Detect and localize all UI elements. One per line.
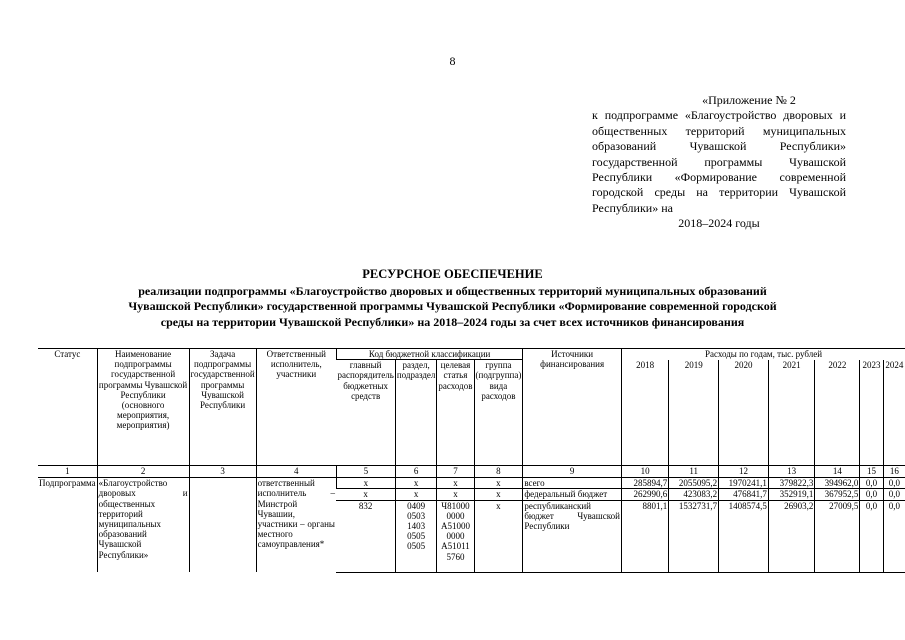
- row-name: «Благоустройство дворовых и общественных территорий муниципальных образований Чувашской Республики»: [97, 478, 189, 572]
- document-title: [40, 267, 865, 330]
- cell-source: федеральный бюджет: [523, 489, 622, 500]
- cell-value: 0,0: [883, 489, 905, 500]
- cell-grbs: x: [336, 489, 395, 500]
- header-name: Наименование подпрограммы государственной программы Чувашской Республики (основного мероприятия, мероприятия): [97, 349, 189, 466]
- resource-table: [38, 348, 905, 573]
- column-number-row: [38, 466, 905, 478]
- cell-value: 367952,5: [815, 489, 860, 500]
- header-year-2019: 2019: [669, 360, 719, 466]
- cell-value: 0,0: [860, 478, 883, 489]
- cell-value: 262990,6: [621, 489, 668, 500]
- page-number: 8: [449, 54, 456, 68]
- cell-grbs: 832: [336, 500, 395, 572]
- row-task: [189, 478, 256, 572]
- header-target: целевая статья расходов: [437, 360, 474, 466]
- cell-value: 352919,1: [768, 489, 815, 500]
- cell-group: x: [474, 489, 523, 500]
- cell-value: 0,0: [860, 500, 883, 572]
- cell-value: 423083,2: [669, 489, 719, 500]
- cell-target: x: [437, 478, 474, 489]
- cell-value: 2055095,2: [669, 478, 719, 489]
- cell-value: 1532731,7: [669, 500, 719, 572]
- row-status: Подпрограмма: [39, 478, 96, 489]
- cell-value: 394962,0: [815, 478, 860, 489]
- table-row: [38, 478, 905, 489]
- header-budget-code: Код бюджетной классификации: [336, 349, 522, 360]
- appendix-body: к подпрограмме «Благоустройство дворовых и общественных территорий муниципальных образований Чувашской Республики» государственной программы Чувашской Республики «Формирование современной городской среды на территории Чувашской Республики» на: [592, 108, 846, 215]
- header-expenses: Расходы по годам, тыс. рублей: [621, 349, 905, 360]
- cell-section: x: [395, 489, 437, 500]
- cell-value: 8801,1: [621, 500, 668, 572]
- col-number: 7: [437, 466, 474, 478]
- header-responsible: Ответственный исполнитель, участники: [256, 349, 336, 466]
- appendix-title: «Приложение № 2: [702, 93, 796, 107]
- cell-value: 1408574,5: [719, 500, 769, 572]
- cell-section: [395, 500, 437, 572]
- cell-grbs: x: [336, 478, 395, 489]
- header-task: Задача подпрограммы государственной программы Чувашской Республики: [189, 349, 256, 466]
- cell-section: x: [395, 478, 437, 489]
- cell-value: 0,0: [883, 500, 905, 572]
- cell-value: 285894,7: [621, 478, 668, 489]
- header-year-2021: 2021: [768, 360, 815, 466]
- cell-group: x: [474, 478, 523, 489]
- cell-group: x: [474, 500, 523, 572]
- col-number: 2: [97, 466, 189, 478]
- col-number: 3: [189, 466, 256, 478]
- header-year-2020: 2020: [719, 360, 769, 466]
- col-number: 10: [621, 466, 668, 478]
- header-year-2023: 2023: [860, 360, 883, 466]
- col-number: 6: [395, 466, 437, 478]
- cell-value: 26903,2: [768, 500, 815, 572]
- cell-value: 0,0: [860, 489, 883, 500]
- cell-value: 476841,7: [719, 489, 769, 500]
- cell-target: x: [437, 489, 474, 500]
- header-sources: Источники финансирования: [523, 349, 622, 466]
- title-line-2: Чувашской Республики» государственной программы Чувашской Республики «Формирование современной городской: [128, 299, 777, 313]
- appendix-years: 2018–2024 годы: [678, 216, 760, 231]
- header-year-2018: 2018: [621, 360, 668, 466]
- cell-value: 379822,3: [768, 478, 815, 489]
- header-status: Статус: [38, 349, 97, 466]
- cell-value: 0,0: [883, 478, 905, 489]
- col-number: 15: [860, 466, 883, 478]
- col-number: 1: [38, 466, 97, 478]
- col-number: 8: [474, 466, 523, 478]
- cell-target-text: Ч81000 0000 А51000 0000 А51011 5760: [440, 500, 470, 562]
- header-section: раздел, подраздел: [395, 360, 437, 466]
- col-number: 12: [719, 466, 769, 478]
- title-line-3: среды на территории Чувашской Республики» на 2018–2024 годы за счет всех источников финансирования: [160, 314, 745, 329]
- cell-source: республиканский бюджет Чувашской Республики: [523, 500, 622, 572]
- cell-target: [437, 500, 474, 572]
- col-number: 4: [256, 466, 336, 478]
- table-header-row: [38, 349, 905, 360]
- col-number: 14: [815, 466, 860, 478]
- title-main: РЕСУРСНОЕ ОБЕСПЕЧЕНИЕ: [362, 267, 543, 281]
- col-number: 11: [669, 466, 719, 478]
- cell-value: 1970241,1: [719, 478, 769, 489]
- cell-source: всего: [523, 478, 622, 489]
- header-year-2024: 2024: [883, 360, 905, 466]
- col-number: 13: [768, 466, 815, 478]
- col-number: 5: [336, 466, 395, 478]
- header-year-2022: 2022: [815, 360, 860, 466]
- header-group: группа (подгруппа) вида расходов: [474, 360, 523, 466]
- title-line-1: реализации подпрограммы «Благоустройство дворовых и общественных территорий муниципальных образований: [138, 283, 767, 298]
- col-number: 16: [883, 466, 905, 478]
- row-responsible: ответственный исполнитель – Минстрой Чувашии, участники – органы местного самоуправления*: [256, 478, 336, 572]
- appendix-note: [592, 93, 846, 232]
- col-number: 9: [523, 466, 622, 478]
- header-grbs: главный распорядитель бюджетных средств: [337, 360, 394, 401]
- cell-value: 27009,5: [815, 500, 860, 572]
- cell-section-text: 0409 0503 1403 0505 0505: [407, 500, 426, 552]
